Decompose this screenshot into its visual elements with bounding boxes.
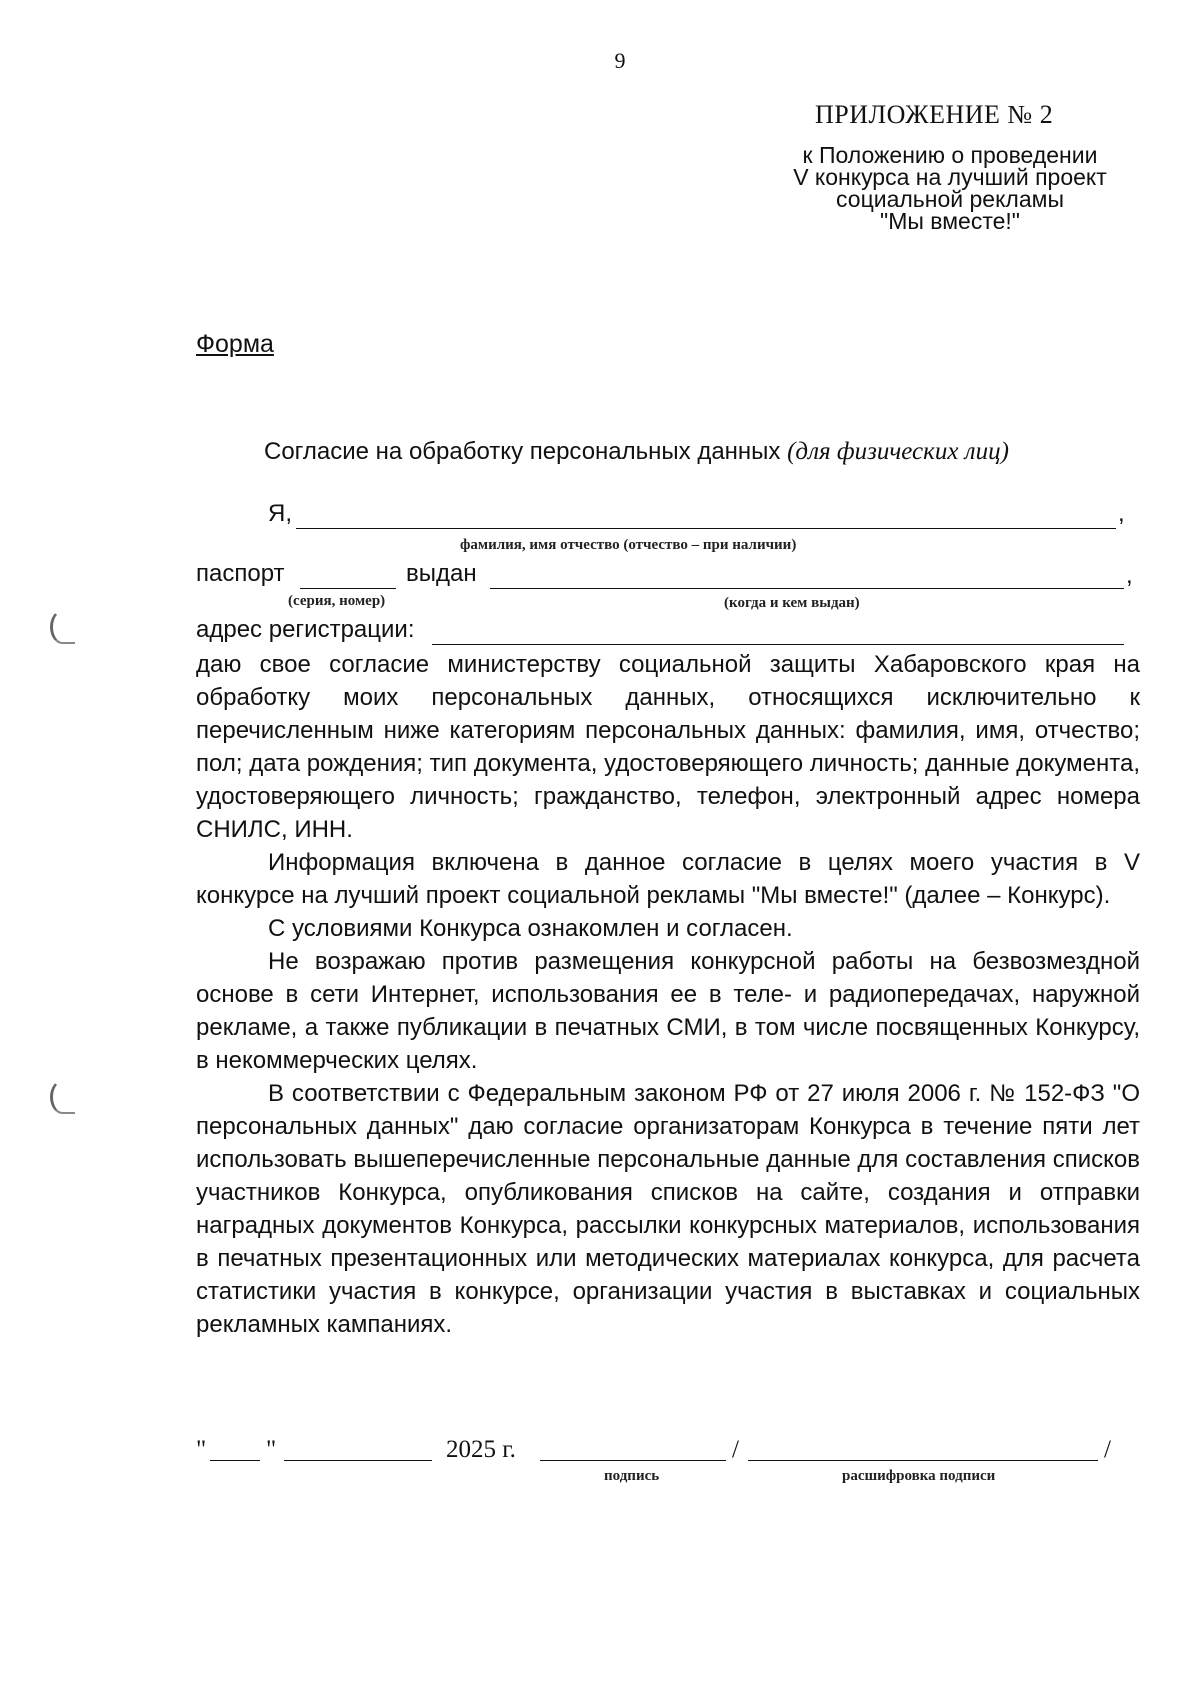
day-field[interactable] bbox=[210, 1460, 260, 1461]
issued-hint: (когда и кем выдан) bbox=[724, 595, 860, 611]
issued-end: , bbox=[1126, 562, 1133, 589]
punch-hole-icon bbox=[50, 1080, 75, 1114]
appendix-line: "Мы вместе!" bbox=[880, 208, 1020, 234]
signature-hint: подпись bbox=[604, 1468, 660, 1484]
appendix-title: ПРИЛОЖЕНИЕ № 2 bbox=[815, 100, 1054, 129]
paragraph-publication: Не возражаю против размещения конкурсной работы на безвозмездной основе в сети Интернет, использования ее в теле- и радиопередачах, наружной рекламе, а также публикации в печатных СМИ, в том числе посвященных Конкурсу, в некоммерческих целях. bbox=[196, 948, 1140, 1074]
slash-separator: / bbox=[732, 1436, 739, 1463]
passport-number-field[interactable] bbox=[300, 588, 396, 589]
appendix-line: социальной рекламы bbox=[836, 186, 1064, 212]
address-field[interactable] bbox=[432, 644, 1124, 645]
appendix-header bbox=[0, 100, 1200, 260]
date-quote-open: " bbox=[196, 1436, 207, 1463]
signature-decoding-hint: расшифровка подписи bbox=[842, 1468, 996, 1484]
appendix-line: к Положению о проведении bbox=[802, 142, 1098, 168]
paragraph-purpose: Информация включена в данное согласие в целях моего участия в V конкурсе на лучший проект социальной рекламы "Мы вместе!" (далее – Конкурс). bbox=[196, 849, 1140, 909]
consent-body bbox=[196, 648, 1140, 1341]
year-label: 2025 г. bbox=[446, 1436, 516, 1463]
date-quote-close: " bbox=[266, 1436, 277, 1463]
passport-hint: (серия, номер) bbox=[288, 593, 386, 609]
paragraph-conditions: С условиями Конкурса ознакомлен и согласен. bbox=[268, 915, 793, 942]
address-label: адрес регистрации: bbox=[196, 616, 415, 643]
slash-separator: / bbox=[1104, 1436, 1111, 1463]
month-field[interactable] bbox=[284, 1460, 432, 1461]
paragraph-law: В соответствии с Федеральным законом РФ от 27 июля 2006 г. № 152-ФЗ "О персональных данных" даю согласие организаторам Конкурса в течение пяти лет использовать вышеперечисленные персональные данные для составления списков участников Конкурса, опубликования списков на сайте, создания и отправки наградных документов Конкурса, рассылки конкурсных материалов, использования в печатных презентационных или методических материалах конкурса, для расчета статистики участия в конкурсе, организации участия в выставках и социальных рекламных кампаниях. bbox=[196, 1080, 1140, 1338]
fio-field[interactable] bbox=[296, 528, 1116, 529]
punch-hole-icon bbox=[50, 610, 75, 644]
document-title bbox=[264, 438, 1009, 466]
title-note: (для физических лиц) bbox=[787, 438, 1009, 465]
signature-field[interactable] bbox=[540, 1460, 726, 1461]
page-number: 9 bbox=[614, 48, 626, 73]
title-main: Согласие на обработку персональных данных bbox=[264, 438, 788, 465]
appendix-subtitle bbox=[760, 144, 1140, 232]
form-label: Форма bbox=[196, 330, 274, 358]
appendix-line: V конкурса на лучший проект bbox=[793, 164, 1107, 190]
ya-end: , bbox=[1118, 500, 1125, 527]
signature-decoding-field[interactable] bbox=[748, 1460, 1098, 1461]
ya-label: Я, bbox=[268, 500, 292, 527]
paragraph-consent: даю свое согласие министерству социальной защиты Хабаровского края на обработку моих персональных данных, относящихся исключительно к перечисленным ниже категориям персональных данных: фамилия, имя, отчество; пол; дата рождения; тип документа, удостоверяющего личность; данные документа, удостоверяющего личность; гражданство, телефон, электронный адрес номера СНИЛС, ИНН. bbox=[196, 651, 1140, 843]
fio-hint: фамилия, имя отчество (отчество – при наличии) bbox=[460, 537, 797, 553]
issued-by-field[interactable] bbox=[490, 588, 1124, 589]
issued-label: выдан bbox=[406, 560, 477, 587]
passport-label: паспорт bbox=[196, 560, 285, 587]
